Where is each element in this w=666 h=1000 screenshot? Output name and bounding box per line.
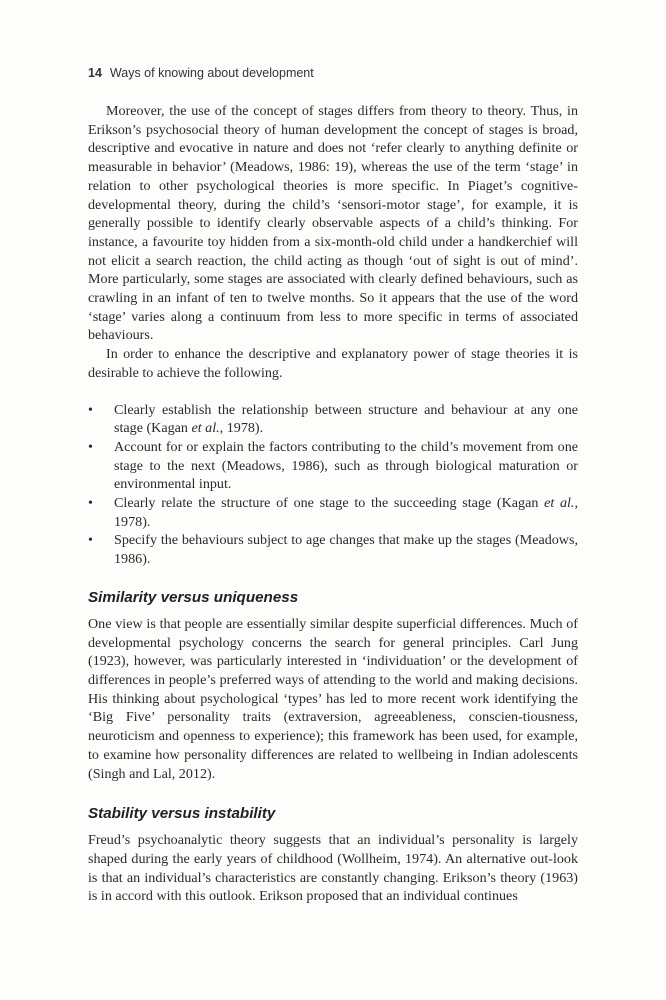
- paragraph-stages-concept: Moreover, the use of the concept of stages differs from theory to theory. Thus, in Erikson’s psychosocial theory of human development the concept of stages is broad, descriptive and evocative in nature and does not ‘refer clearly to anything definite or measurable in behavior’ (Meadows, 1986: 19), whereas the use of the term ‘stage’ in relation to other psychological theories is more specific. In Piaget’s cognitive-developmental theory, during the child’s ‘sensori-motor stage’, for example, it is generally possible to identify clearly observable aspects of a child’s thinking. For instance, a favourite toy hidden from a six-month-old child under a handkerchief will not elicit a search reaction, the child acting as though ‘out of sight is out of mind’. More particularly, some stages are associated with clearly defined behaviours, such as crawling in an infant of ten to twelve months. So it appears that the use of the word ‘stage’ varies along a continuum from less to more specific in terms of associated behaviours.: [88, 103, 578, 344]
- list-item: • Specify the behaviours subject to age changes that make up the stages (Meadows, 1986).: [88, 532, 578, 568]
- list-item: • Account for or explain the factors contributing to the child’s movement from one stage to the next (Meadows, 1986), such as through biological maturation or environmental input.: [88, 438, 578, 493]
- bullet-icon: •: [88, 401, 93, 418]
- list-item: • Clearly establish the relationship between structure and behaviour at any one stage (Kagan et al., 1978).: [88, 401, 578, 437]
- bullet-icon: •: [88, 438, 93, 455]
- paragraph-stage-theories-intro: In order to enhance the descriptive and explanatory power of stage theories it is desirable to achieve the following.: [88, 346, 578, 381]
- stage-theory-requirements-list: [88, 401, 578, 569]
- list-item: • Clearly relate the structure of one stage to the succeeding stage (Kagan et al., 1978).: [88, 495, 578, 530]
- running-header: [88, 66, 314, 80]
- bullet-icon: •: [88, 532, 93, 549]
- page-body: [88, 102, 578, 906]
- paragraph-stability: Freud’s psychoanalytic theory suggests that an individual’s personality is largely shaped during the early years of childhood (Wollheim, 1974). An alternative out-look is that an individual’s characteristics are constantly changing. Erikson’s theory (1963) is in accord with this outlook. Erikson proposed that an individual continues: [88, 832, 578, 905]
- bullet-icon: •: [88, 495, 93, 512]
- section-heading-stability: Stability versus instability: [88, 805, 276, 823]
- page-number: 14: [88, 66, 102, 80]
- paragraph-similarity: One view is that people are essentially similar despite superficial differences. Much of developmental psychology concerns the search for general principles. Carl Jung (1923), however, was particularly interested in ‘individuation’ or the development of differences in people’s preferred ways of attending to the world and making decisions. His thinking about psychological ‘types’ has led to more recent work identifying the ‘Big Five’ personality traits (extraversion, agreeableness, conscien-tiousness, neuroticism and openness to experience); this framework has been used, for example, to examine how personality differences are related to wellbeing in Indian adolescents (Singh and Lal, 2012).: [88, 615, 578, 782]
- section-heading-similarity: Similarity versus uniqueness: [88, 588, 299, 606]
- running-title: Ways of knowing about development: [109, 66, 314, 80]
